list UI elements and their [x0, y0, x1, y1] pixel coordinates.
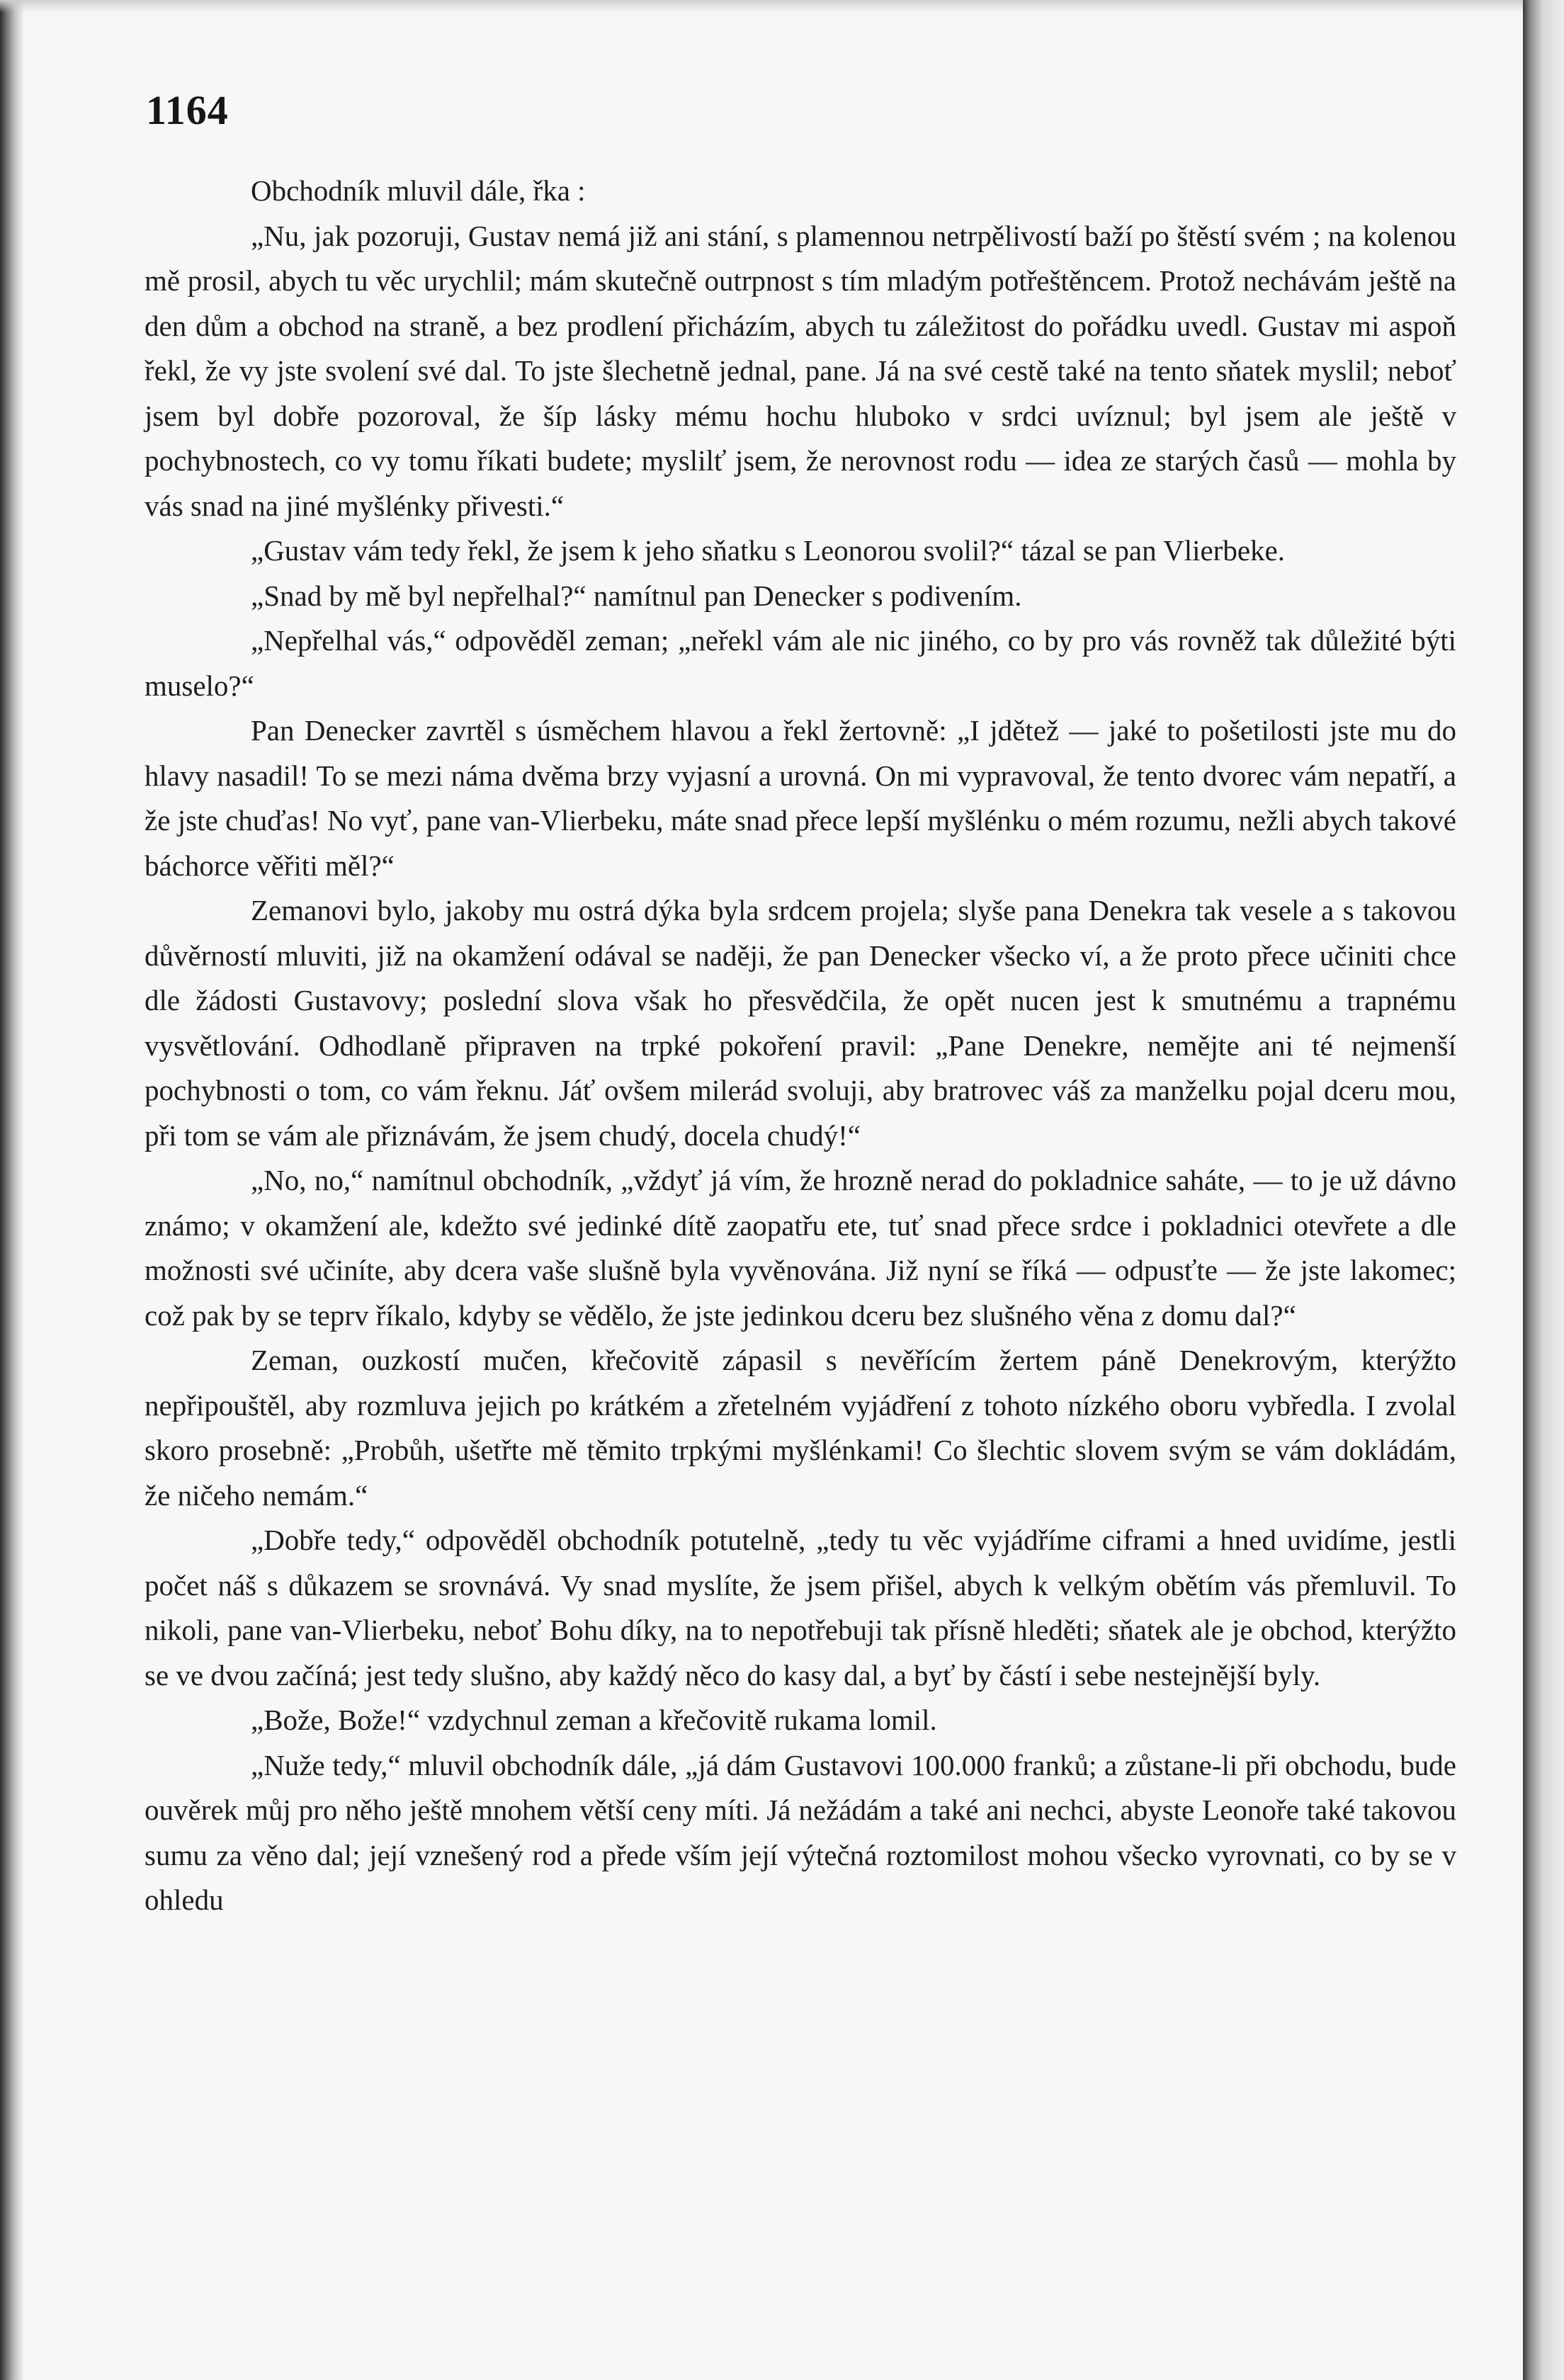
paragraph-6: Pan Denecker zavrtěl s úsměchem hlavou a řekl žertovně: „I jdětež — jaké to pošetilosti jste mu do hlavy nasadil! To se mezi náma dvěma brzy vyjasní a urovná. On mi vypravoval, že tento dvorec vám nepatří, a že jste chuďas! No vyť, pane van-Vlierbeku, máte snad přece lepší myšlénku o mém rozumu, nežli abych takové báchorce věřiti měl?“ [144, 714, 1456, 882]
paragraph-10: „Dobře tedy,“ odpověděl obchodník potutelně, „tedy tu věc vyjádříme ciframi a hned uvidíme, jestli počet náš s důkazem se srovnává. Vy snad myslíte, že jsem přišel, abych k velkým obětím vás přemluvil. To nikoli, pane van-Vlierbeku, neboť Bohu díky, na to nepotřebuji tak přísně hleděti; sňatek ale je obchod, kterýžto se ve dvou začíná; jest tedy slušno, aby každý něco do kasy dal, a byť by částí i sebe nestejnější byly. [144, 1524, 1456, 1692]
paragraph-2: „Nu, jak pozoruji, Gustav nemá již ani stání, s plamennou netrpělivostí baží po štěstí svém ; na kolenou mě prosil, abych tu věc urychlil; mám skutečně outrpnost s tím mladým potřeštěncem. Protož nechávám ještě na den dům a obchod na straně, a bez prodlení přicházím, abych tu záležitost do pořádku uvedl. Gustav mi aspoň řekl, že vy jste svolení své dal. To jste šlechetně jednal, pane. Já na své cestě také na tento sňatek myslil; neboť jsem byl dobře pozoroval, že šíp lásky mému hochu hluboko v srdci uvíznul; byl jsem ale ještě v pochybnostech, co vy tomu říkati budete; myslilť jsem, že nerovnost rodu — idea ze starých časů — mohla by vás snad na jiné myšlénky přivesti.“ [144, 219, 1456, 522]
paragraph-8: „No, no,“ namítnul obchodník, „vždyť já vím, že hrozně nerad do pokladnice saháte, — to je už dávno známo; v okamžení ale, kdežto své jedinké dítě zaopatřu ete, tuť snad přece srdce i pokladnici otevřete a dle možnosti své učiníte, aby dcera vaše slušně byla vyvěnována. Již nyní se říká — odpusťte — že jste lakomec; což pak by se teprv říkalo, kdyby se vědělo, že jste jedinkou dceru bez slušného věna z domu dal?“ [144, 1164, 1456, 1332]
body-text [144, 169, 1456, 1923]
paragraph-3: „Gustav vám tedy řekl, že jsem k jeho sňatku s Leonorou svolil?“ tázal se pan Vlierbeke. [251, 534, 1285, 567]
top-edge-shadow [0, 0, 1564, 13]
paragraph-1: Obchodník mluvil dále, řka : [251, 174, 586, 207]
binding-edge-shadow [0, 0, 24, 2380]
paragraph-12: „Nuže tedy,“ mluvil obchodník dále, „já dám Gustavovi 100.000 franků; a zůstane-li při obchodu, bude ouvěrek můj pro něho ještě mnohem větší ceny míti. Já nežádám a také ani nechci, abyste Leonoře také takovou sumu za věno dal; její vznešený rod a přede vším její výtečná roztomilost mohou všecko vyrovnati, co by se v ohledu [144, 1748, 1456, 1916]
paragraph-9: Zeman, ouzkostí mučen, křečovitě zápasil s nevěřícím žertem páně Denekrovým, kterýžto nepřipouštěl, aby rozmluva jejich po krátkém a zřetelném vyjádření z tohoto nízkého oboru vybředla. I zvolal skoro prosebně: „Probůh, ušetřte mě těmito trpkými myšlénkami! Co šlechtic slovem svým se vám dokládám, že ničeho nemám.“ [144, 1344, 1456, 1512]
paragraph-7: Zemanovi bylo, jakoby mu ostrá dýka byla srdcem projela; slyše pana Denekra tak vesele a s takovou důvěrností mluviti, již na okamžení odával se naději, že pan Denecker všecko ví, a že proto přece učiniti chce dle žádosti Gustavovy; poslední slova však ho přesvědčila, že opět nucen jest k smutnému a trapnému vysvětlování. Odhodlaně připraven na trpké pokoření pravil: „Pane Denekre, nemějte ani té nejmenší pochybnosti o tom, co vám řeknu. Jáť ovšem milerád svoluji, aby bratrovec váš za manželku pojal dceru mou, při tom se vám ale přiznávám, že jsem chudý, docela chudý!“ [144, 894, 1456, 1152]
page-number: 1164 [146, 87, 229, 133]
paragraph-5: „Nepřelhal vás,“ odpověděl zeman; „neřekl vám ale nic jiného, co by pro vás rovněž tak důležité býti muselo?“ [144, 624, 1456, 702]
paragraph-4: „Snad by mě byl nepřelhal?“ namítnul pan Denecker s podivením. [251, 579, 1022, 612]
page-right-edge-shadow [1523, 0, 1564, 2380]
paragraph-11: „Bože, Bože!“ vzdychnul zeman a křečovitě rukama lomil. [251, 1704, 937, 1736]
